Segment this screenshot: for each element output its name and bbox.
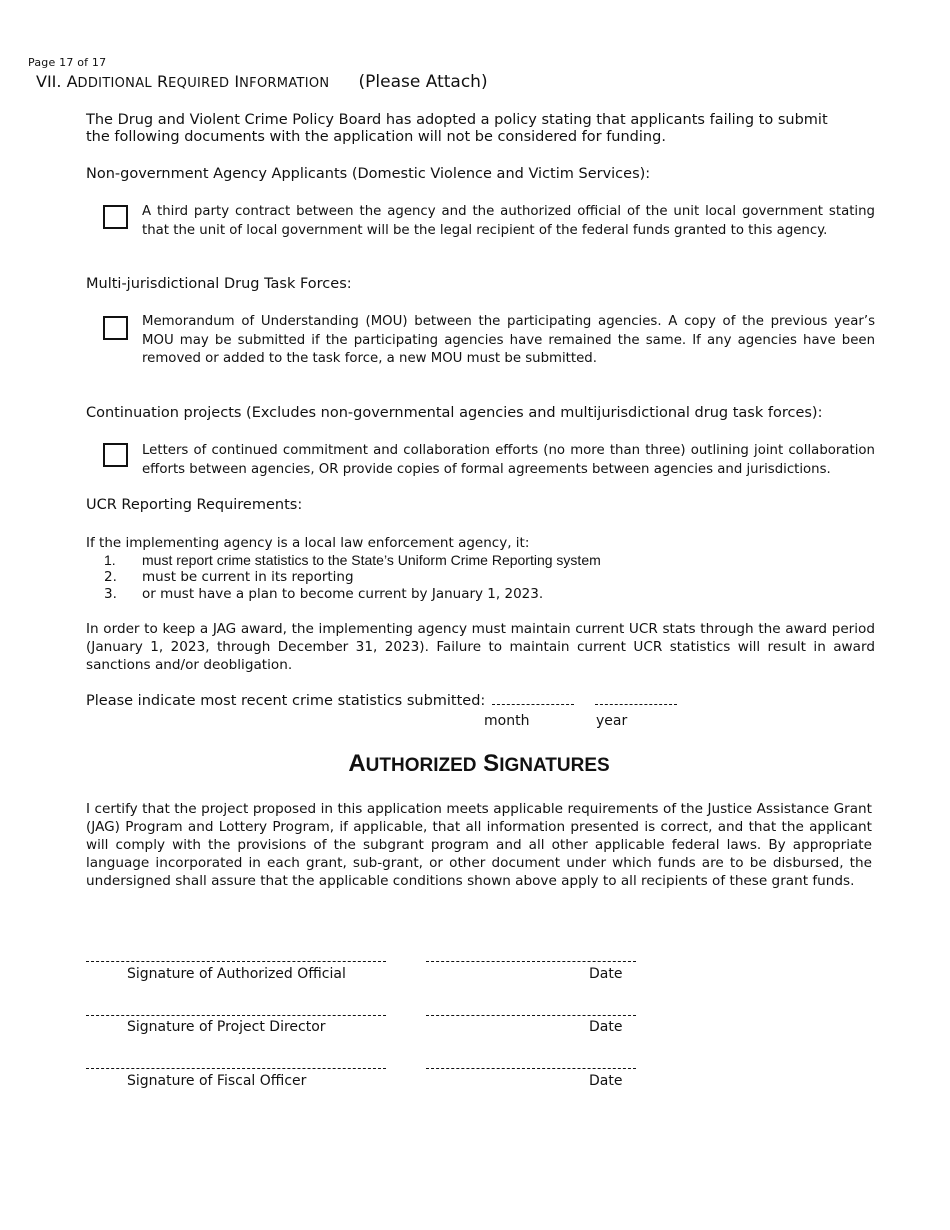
signature-label-project-director: Signature of Project Director [127, 1019, 326, 1035]
authorized-signatures-heading: AUTHORIZED SIGNATURES [348, 750, 610, 777]
section-numeral: VII. [36, 72, 62, 91]
list-item: 3. or must have a plan to become current by January 1, 2023. [104, 586, 544, 602]
group-heading-drug-task-forces: Multi-jurisdictional Drug Task Forces: [86, 276, 352, 292]
item-continuation-letters: Letters of continued commitment and collaboration efforts (no more than three) outlining joint collaboration efforts between agencies, OR provide copies of formal agreements between agencies and jurisdictions. [142, 443, 875, 477]
year-label: year [596, 713, 628, 729]
signature-label-fiscal-officer: Signature of Fiscal Officer [127, 1073, 307, 1089]
date-line-authorized-official[interactable] [426, 961, 636, 962]
item-mou: Memorandum of Understanding (MOU) between the participating agencies. A copy of the previous year’s MOU may be submitted if the participating agencies have remained the same. If any agencies have been removed or added to the task force, a new MOU must be submitted. [142, 314, 875, 366]
stats-prompt: Please indicate most recent crime statistics submitted: [86, 693, 486, 709]
checkbox-mou[interactable] [103, 316, 128, 340]
please-attach-note: (Please Attach) [358, 72, 488, 92]
date-label: Date [589, 966, 623, 982]
date-label: Date [589, 1073, 623, 1089]
item-third-party-contract: A third party contract between the agency and the authorized official of the unit local government stating that the unit of local government will be the legal recipient of the federal funds granted to this agency. [142, 204, 875, 238]
ucr-list [86, 535, 866, 605]
date-line-fiscal-officer[interactable] [426, 1068, 636, 1069]
group-heading-nongov: Non-government Agency Applicants (Domestic Violence and Victim Services): [86, 166, 651, 182]
policy-intro: The Drug and Violent Crime Policy Board has adopted a policy stating that applicants failing to submit the following documents with the application will not be considered for funding. [86, 112, 828, 145]
month-label: month [484, 713, 530, 729]
signature-line-fiscal-officer[interactable] [86, 1068, 386, 1069]
signature-label-authorized-official: Signature of Authorized Official [127, 966, 346, 982]
month-field[interactable] [492, 692, 574, 705]
stats-prompt-row [86, 692, 677, 709]
year-field[interactable] [595, 692, 677, 705]
certification-text: I certify that the project proposed in this application meets applicable requirements of the Justice Assistance Grant (JAG) Program and Lottery Program, if applicable, that all information presented is correct, and that the applicant will comply with the provisions of the subgrant program and all other applicable federal laws. By appropriate language incorporated in each grant, sub-grant, or other document under which funds are to be disbursed, the undersigned shall assure that the applicable conditions shown above apply to all recipients of these grant funds. [86, 801, 872, 889]
date-line-project-director[interactable] [426, 1015, 636, 1016]
section-title: VII. ADDITIONAL REQUIRED INFORMATION (Please Attach) [36, 72, 488, 92]
date-label: Date [589, 1019, 623, 1035]
list-item: 1. must report crime statistics to the State’s Uniform Crime Reporting system [104, 552, 601, 568]
group-heading-continuation: Continuation projects (Excludes non-governmental agencies and multijurisdictional drug task forces): [86, 405, 823, 421]
ucr-heading: UCR Reporting Requirements: [86, 497, 303, 513]
checkbox-continuation-letters[interactable] [103, 443, 128, 467]
ucr-intro: If the implementing agency is a local law enforcement agency, it: [86, 535, 530, 551]
signature-line-project-director[interactable] [86, 1015, 386, 1016]
checkbox-third-party-contract[interactable] [103, 205, 128, 229]
page-number: Page 17 of 17 [28, 56, 107, 69]
ucr-award-text: In order to keep a JAG award, the implementing agency must maintain current UCR stats through the award period (January 1, 2023, through December 31, 2023). Failure to maintain current UCR statistics will result in award sanctions and/or deobligation. [86, 621, 875, 673]
signature-line-authorized-official[interactable] [86, 961, 386, 962]
list-item: 2. must be current in its reporting [104, 569, 354, 585]
